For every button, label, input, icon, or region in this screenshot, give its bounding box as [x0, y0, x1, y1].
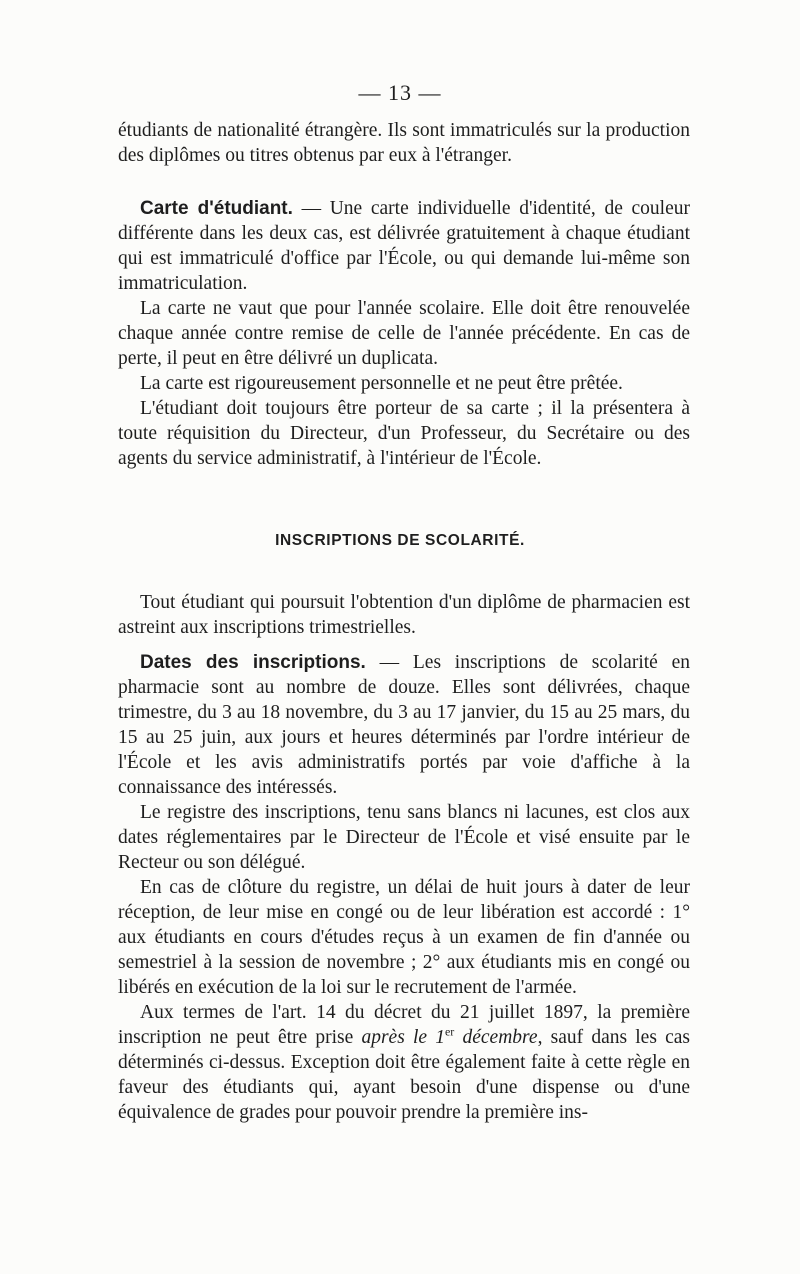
carte-paragraph-2: La carte ne vaut que pour l'année scolaire. Elle doit être renouvelée chaque année contre remise de celle de l'année précédente. En cas de perte, il peut en être délivré un duplicata. [118, 298, 690, 369]
carte-heading: Carte d'étudiant. [140, 198, 293, 219]
dates-paragraph-1-text: — Les inscriptions de scolarité en pharmacie sont au nombre de douze. Elles sont délivrées, chaque trimestre, du 3 au 18 novembre, du 3 au 17 janvier, du 15 au 25 mars, du 15 au 25 juin, aux jours et heures déterminés par l'ordre intérieur de l'École et les avis administratifs portés par voie d'affiche à la connaissance des intéressés. [118, 652, 690, 798]
carte-section [118, 196, 690, 471]
page-number: — 13 — [358, 80, 442, 105]
dates-heading: Dates des inscriptions. [140, 652, 366, 673]
p4-after: , sauf dans les cas déterminés ci-dessus. Exception doit être également faite à cette règle en faveur des étudiants qui, ayant besoin d'une dispense ou d'une équivalence de grades pour pouvoir prendre la première ins- [118, 1027, 690, 1123]
carte-paragraph-3: La carte est rigoureusement personnelle et ne peut être prêtée. [140, 373, 623, 394]
intro-paragraph: étudiants de nationalité étrangère. Ils sont immatriculés sur la production des diplômes ou titres obtenus par eux à l'étranger. [118, 120, 690, 166]
p4-superscript: er [444, 1024, 455, 1039]
intro-block [118, 118, 690, 168]
scolarite-intro-block [118, 590, 690, 640]
section-title: INSCRIPTIONS DE SCOLARITÉ. [275, 532, 525, 549]
p4-italic-a: après le 1 [361, 1027, 445, 1048]
carte-paragraph-4: L'étudiant doit toujours être porteur de sa carte ; il la présentera à toute réquisition du Directeur, d'un Professeur, du Secrétaire ou des agents du service administratif, à l'intérieur de l'École. [118, 398, 690, 469]
dates-paragraph-2: Le registre des inscriptions, tenu sans blancs ni lacunes, est clos aux dates réglementaires par le Directeur de l'École et visé ensuite par le Recteur ou son délégué. [118, 802, 690, 873]
dates-paragraph-4 [118, 1000, 690, 1125]
carte-paragraph-1-text: — Une carte individuelle d'identité, de couleur différente dans les deux cas, est délivrée gratuitement à chaque étudiant qui est immatriculé d'office par l'École, ou qui demande lui-même son immatriculation. [118, 198, 690, 294]
dates-paragraph-3: En cas de clôture du registre, un délai de huit jours à dater de leur réception, de leur mise en congé ou de leur libération est accordé : 1° aux étudiants en cours d'études reçus à un examen de fin d'année ou semestriel à la session de novembre ; 2° aux étudiants mis en congé ou libérés en exécution de la loi sur le recrutement de l'armée. [118, 877, 690, 998]
p4-before: Aux termes de l'art. 14 du décret du 21 juillet 1897, la première inscription ne peut être prise [118, 1002, 690, 1048]
carte-paragraph-1 [118, 196, 690, 296]
dates-section [118, 650, 690, 1125]
p4-italic-b: décembre [454, 1027, 538, 1048]
dates-paragraph-1 [118, 650, 690, 800]
scolarite-intro-paragraph: Tout étudiant qui poursuit l'obtention d'un diplôme de pharmacien est astreint aux inscriptions trimestrielles. [118, 592, 690, 638]
